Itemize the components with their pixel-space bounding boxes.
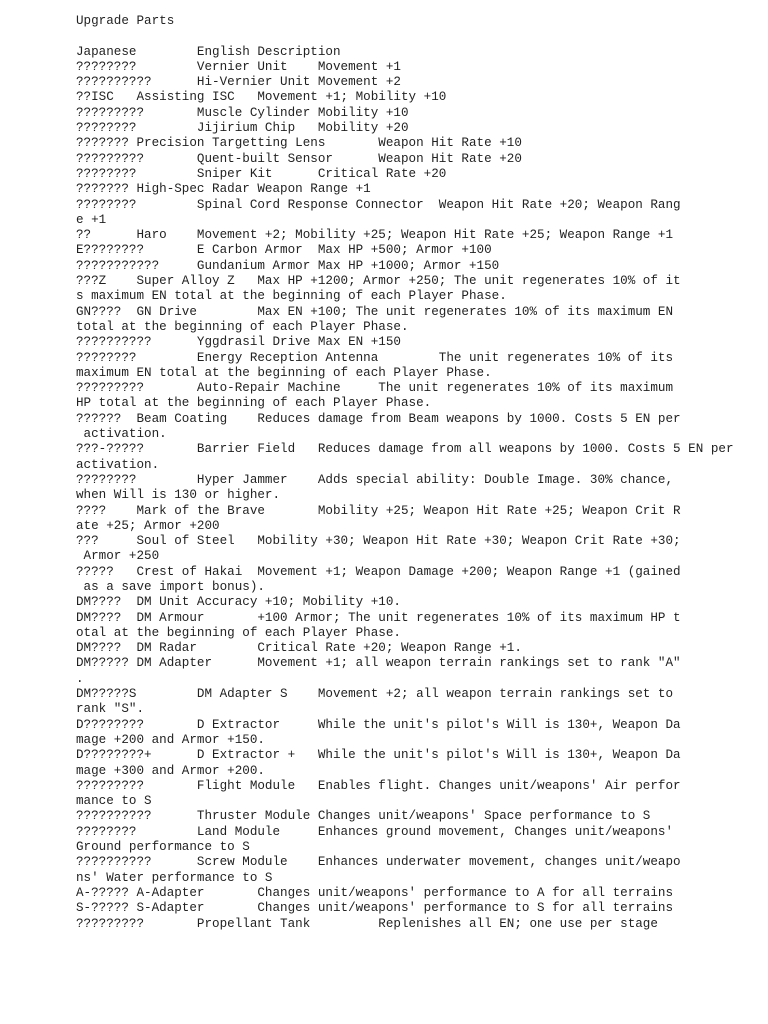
text-line: . xyxy=(76,671,84,686)
text-line: e +1 xyxy=(76,212,107,227)
text-line: S-????? S-Adapter Changes unit/weapons' performance to S for all terrains xyxy=(76,901,674,916)
text-line: ?????????? Yggdrasil Drive Max EN +150 xyxy=(76,335,401,350)
text-line: ???????? Jijirium Chip Mobility +20 xyxy=(76,121,409,136)
text-line: A-????? A-Adapter Changes unit/weapons' performance to A for all terrains xyxy=(76,885,674,900)
text-line: ???????? Hyper Jammer Adds special ability: Double Image. 30% chance, xyxy=(76,472,674,487)
text-line: HP total at the beginning of each Player Phase. xyxy=(76,396,432,411)
text-line: activation. xyxy=(76,457,160,472)
text-line: ??ISC Assisting ISC Movement +1; Mobility +10 xyxy=(76,90,447,105)
text-line: ns' Water performance to S xyxy=(76,870,273,885)
text-line: ????? Crest of Hakai Movement +1; Weapon Damage +200; Weapon Range +1 (gained xyxy=(76,564,681,579)
text-line: ??????????? Gundanium Armor Max HP +1000; Armor +150 xyxy=(76,258,500,273)
text-line: ???????? Spinal Cord Response Connector Weapon Hit Rate +20; Weapon Rang xyxy=(76,197,681,212)
text-line: ?????? Beam Coating Reduces damage from Beam weapons by 1000. Costs 5 EN per xyxy=(76,411,681,426)
text-line xyxy=(76,29,734,44)
text-line: mage +200 and Armor +150. xyxy=(76,732,265,747)
text-line: ?? Haro Movement +2; Mobility +25; Weapon Hit Rate +25; Weapon Range +1 xyxy=(76,228,674,243)
text-line: maximum EN total at the beginning of each Player Phase. xyxy=(76,365,492,380)
text-line: rank "S". xyxy=(76,702,145,717)
text-line: DM???? DM Unit Accuracy +10; Mobility +10. xyxy=(76,595,401,610)
text-line: DM????? DM Adapter Movement +1; all weapon terrain rankings set to rank "A" xyxy=(76,656,681,671)
text-line: ???????? Land Module Enhances ground movement, Changes unit/weapons' xyxy=(76,824,674,839)
text-line: ?????????? Thruster Module Changes unit/weapons' Space performance to S xyxy=(76,809,651,824)
text-line: ????????? Flight Module Enables flight. Changes unit/weapons' Air perfor xyxy=(76,778,681,793)
text-line: s maximum EN total at the beginning of each Player Phase. xyxy=(76,289,507,304)
text-line: otal at the beginning of each Player Phase. xyxy=(76,625,401,640)
text-line: ?????????? Screw Module Enhances underwater movement, changes unit/weapo xyxy=(76,855,681,870)
text-line: activation. xyxy=(76,427,167,442)
text-line: Japanese English Description xyxy=(76,44,341,59)
text-line: ???Z Super Alloy Z Max HP +1200; Armor +250; The unit regenerates 10% of it xyxy=(76,274,681,289)
text-line: as a save import bonus). xyxy=(76,579,265,594)
text-line: DM???? DM Radar Critical Rate +20; Weapon Range +1. xyxy=(76,641,522,656)
text-line: D???????? D Extractor While the unit's pilot's Will is 130+, Weapon Da xyxy=(76,717,681,732)
document-title: Upgrade Parts xyxy=(76,14,175,28)
text-line: ?????????? Hi-Vernier Unit Movement +2 xyxy=(76,75,401,90)
text-line: ???-????? Barrier Field Reduces damage from all weapons by 1000. Costs 5 EN per xyxy=(76,442,734,457)
text-line: D????????+ D Extractor + While the unit's pilot's Will is 130+, Weapon Da xyxy=(76,748,681,763)
document-text xyxy=(76,14,734,932)
text-line: E???????? E Carbon Armor Max HP +500; Armor +100 xyxy=(76,243,492,258)
text-line: ???? Mark of the Brave Mobility +25; Weapon Hit Rate +25; Weapon Crit R xyxy=(76,503,681,518)
text-line: Ground performance to S xyxy=(76,840,250,855)
text-line: GN???? GN Drive Max EN +100; The unit regenerates 10% of its maximum EN xyxy=(76,304,674,319)
text-line: ate +25; Armor +200 xyxy=(76,518,220,533)
text-line: ????????? Propellant Tank Replenishes all EN; one use per stage xyxy=(76,916,658,931)
text-line: ????????? Auto-Repair Machine The unit regenerates 10% of its maximum xyxy=(76,381,674,396)
text-line: ???????? Vernier Unit Movement +1 xyxy=(76,59,401,74)
text-line: mage +300 and Armor +200. xyxy=(76,763,265,778)
text-line: Armor +250 xyxy=(76,549,160,564)
text-line: ??????? Precision Targetting Lens Weapon Hit Rate +10 xyxy=(76,136,522,151)
text-line: mance to S xyxy=(76,794,152,809)
text-line: ????????? Muscle Cylinder Mobility +10 xyxy=(76,105,409,120)
text-line: ???????? Sniper Kit Critical Rate +20 xyxy=(76,166,447,181)
text-line: ???????? Energy Reception Antenna The unit regenerates 10% of its xyxy=(76,350,674,365)
text-line: DM?????S DM Adapter S Movement +2; all weapon terrain rankings set to xyxy=(76,687,674,702)
text-line: ??? Soul of Steel Mobility +30; Weapon Hit Rate +30; Weapon Crit Rate +30; xyxy=(76,534,681,549)
text-line: when Will is 130 or higher. xyxy=(76,488,281,503)
text-line: ????????? Quent-built Sensor Weapon Hit Rate +20 xyxy=(76,151,522,166)
text-line: total at the beginning of each Player Phase. xyxy=(76,319,409,334)
text-line: ??????? High-Spec Radar Weapon Range +1 xyxy=(76,182,371,197)
text-line: DM???? DM Armour +100 Armor; The unit regenerates 10% of its maximum HP t xyxy=(76,610,681,625)
